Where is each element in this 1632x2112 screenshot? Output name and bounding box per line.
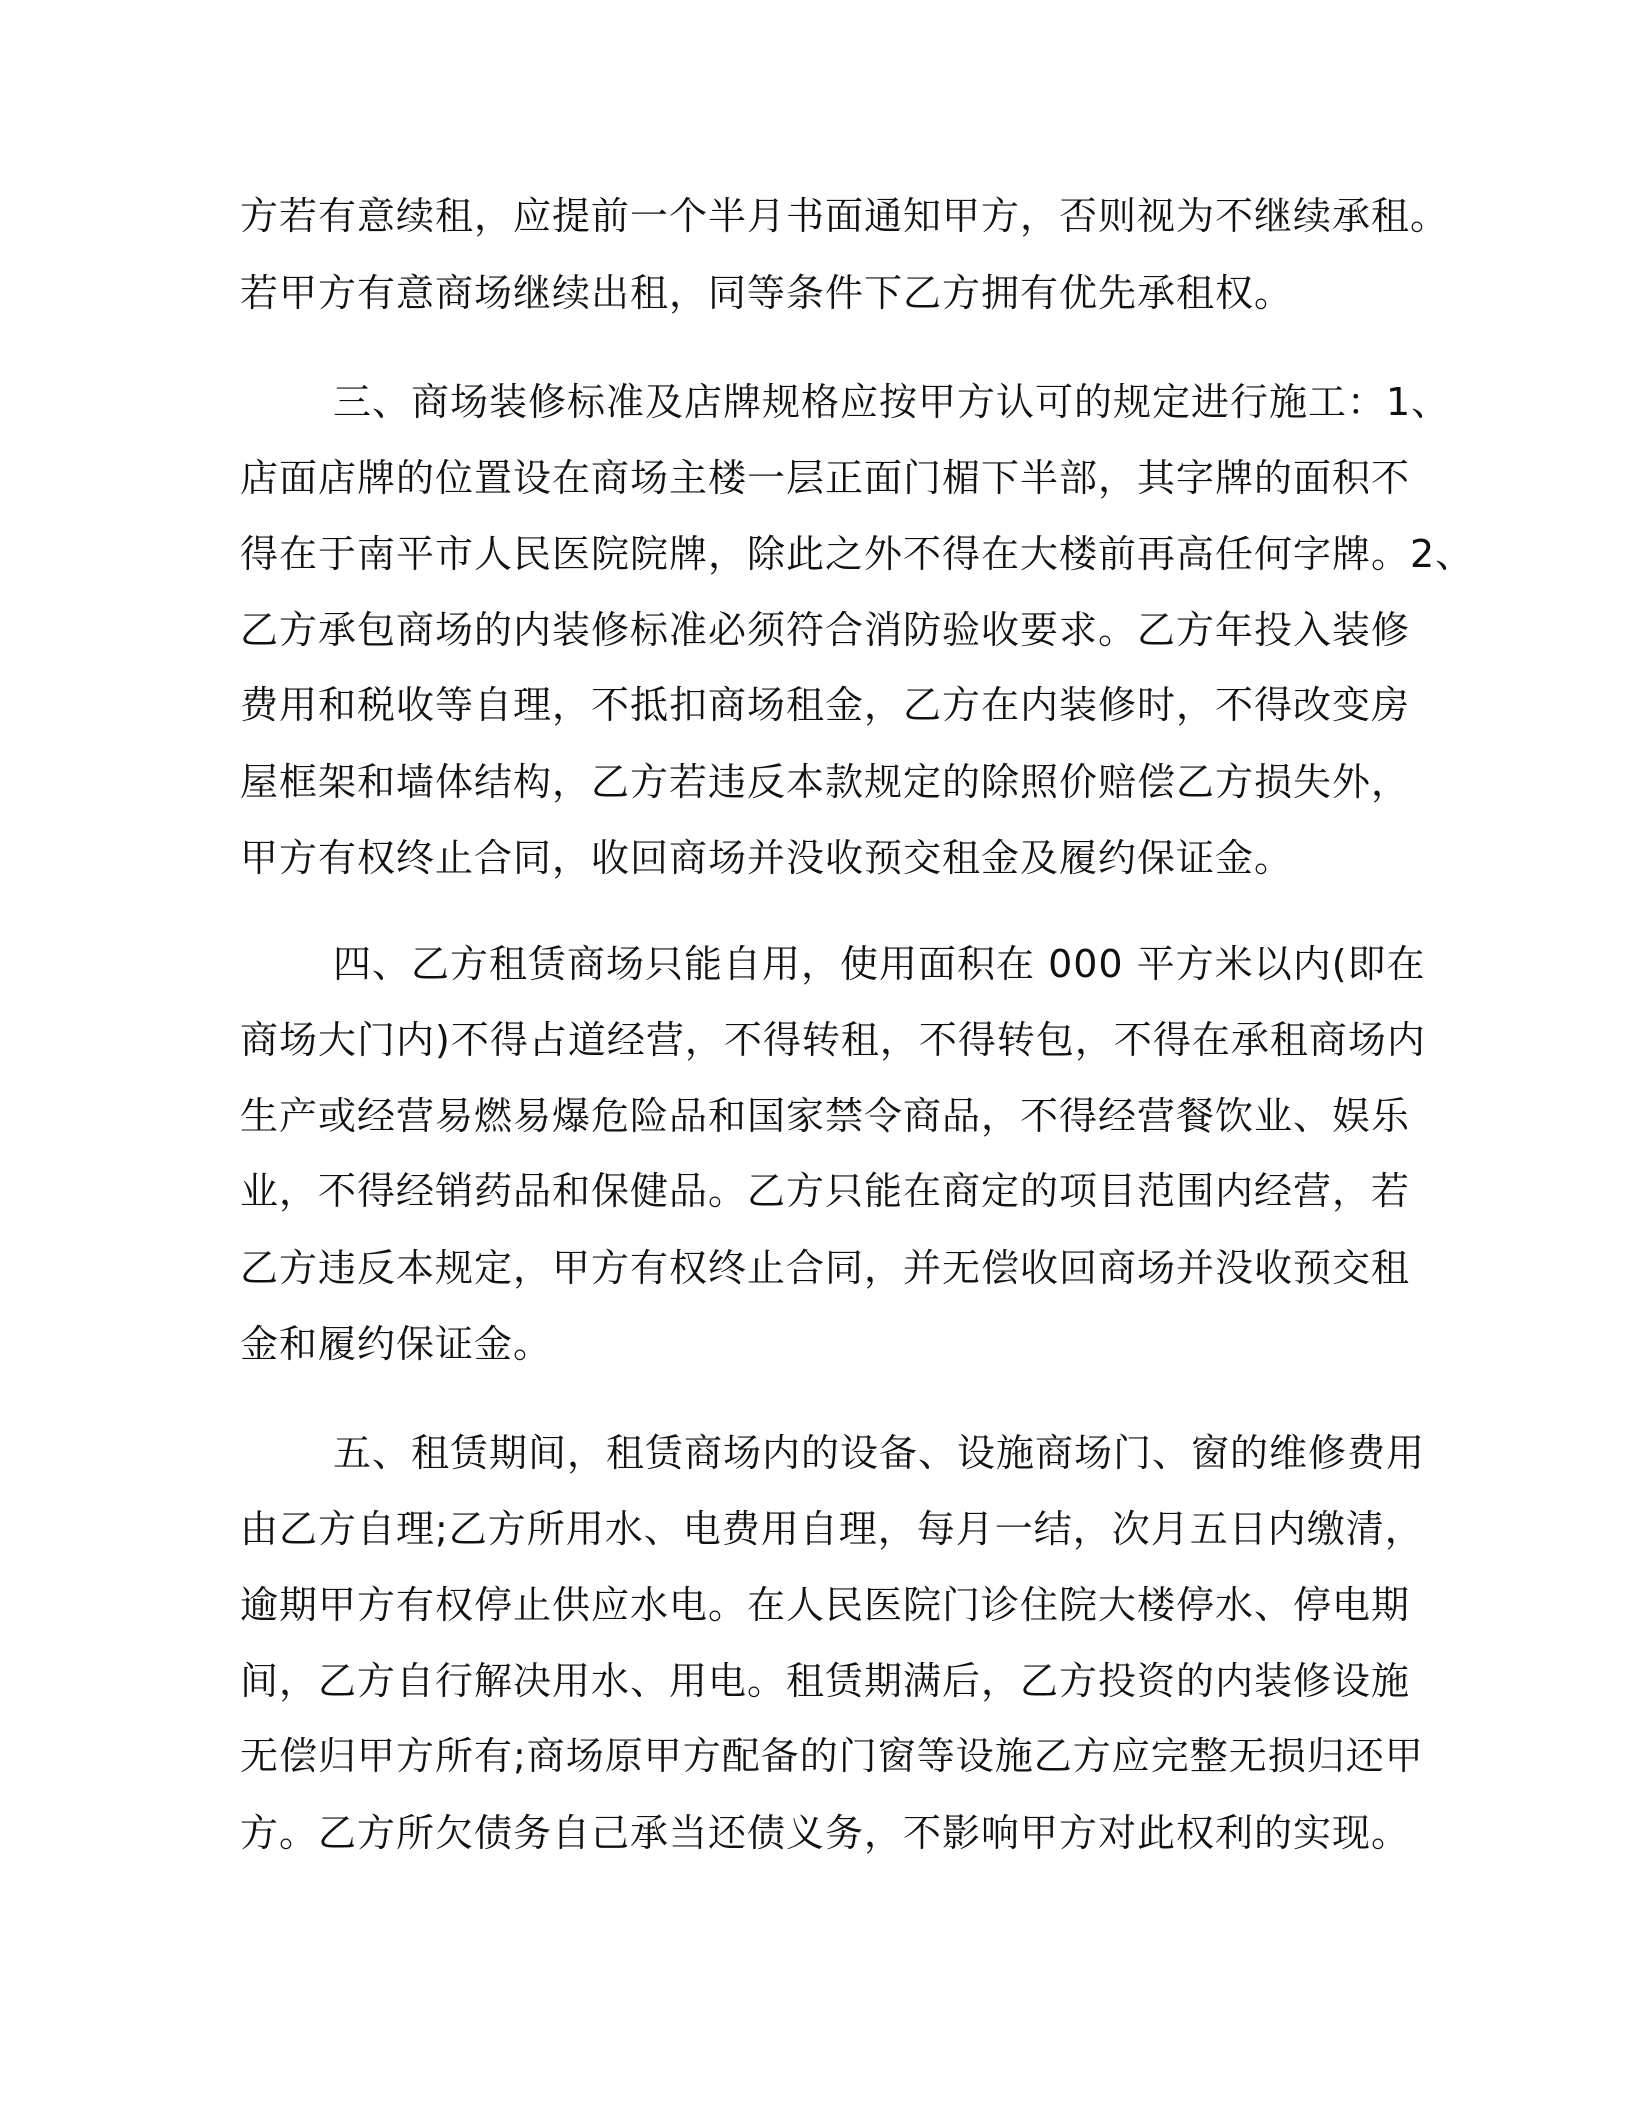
text-line: 甲方有权终止合同，收回商场并没收预交租金及履约保证金。 <box>240 836 1294 880</box>
text-line: 得在于南平市人民医院院牌，除此之外不得在大楼前再高任何字牌。2、 <box>240 532 1475 576</box>
text-line: 由乙方自理;乙方所用水、电费用自理，每月一结，次月五日内缴清， <box>240 1507 1424 1551</box>
text-line: 生产或经营易燃易爆危险品和国家禁令商品，不得经营餐饮业、娱乐 <box>240 1094 1411 1138</box>
paragraph-4-first-line: 四、乙方租赁商场只能自用，使用面积在 000 平方米以内(即在 <box>333 942 1426 986</box>
text-line: 方。乙方所欠债务自己承当还债义务，不影响甲方对此权利的实现。 <box>240 1811 1411 1855</box>
text-line: 业，不得经销药品和保健品。乙方只能在商定的项目范围内经营，若 <box>240 1169 1411 1213</box>
text-line: 费用和税收等自理，不抵扣商场租金，乙方在内装修时，不得改变房 <box>240 683 1411 727</box>
text-line: 乙方违反本规定，甲方有权终止合同，并无偿收回商场并没收预交租 <box>240 1246 1411 1290</box>
text-line: 金和履约保证金。 <box>240 1322 553 1366</box>
text-line: 若甲方有意商场继续出租，同等条件下乙方拥有优先承租权。 <box>240 271 1294 315</box>
text-line: 间，乙方自行解决用水、用电。租赁期满后，乙方投资的内装修设施 <box>240 1659 1411 1703</box>
text-line: 逾期甲方有权停止供应水电。在人民医院门诊住院大楼停水、停电期 <box>240 1583 1411 1627</box>
text-line: 屋框架和墙体结构，乙方若违反本款规定的除照价赔偿乙方损失外， <box>240 760 1411 804</box>
text-line: 方若有意续租，应提前一个半月书面通知甲方，否则视为不继续承租。 <box>240 194 1450 238</box>
text-line: 店面店牌的位置设在商场主楼一层正面门楣下半部，其字牌的面积不 <box>240 456 1411 500</box>
paragraph-5-first-line: 五、租赁期间，租赁商场内的设备、设施商场门、窗的维修费用 <box>333 1431 1426 1475</box>
text-line: 无偿归甲方所有;商场原甲方配备的门窗等设施乙方应完整无损归还甲 <box>240 1734 1424 1778</box>
paragraph-3-first-line: 三、商场装修标准及店牌规格应按甲方认可的规定进行施工：1、 <box>333 380 1451 424</box>
text-line: 乙方承包商场的内装修标准必须符合消防验收要求。乙方年投入装修 <box>240 608 1411 652</box>
text-line: 商场大门内)不得占道经营，不得转租，不得转包，不得在承租商场内 <box>240 1018 1426 1062</box>
